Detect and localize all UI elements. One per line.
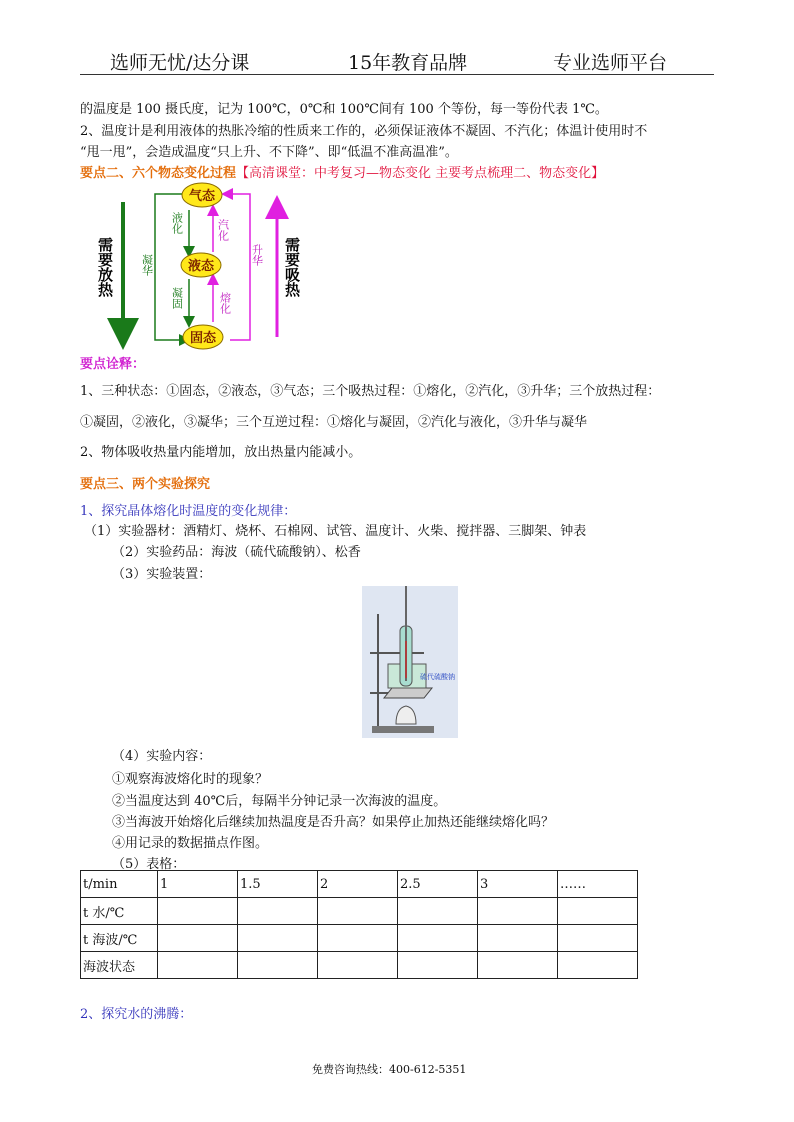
table-cell: 1 (158, 871, 238, 898)
text-line: 2、物体吸收热量内能增加，放出热量内能减小。 (80, 445, 362, 460)
solid-label: 固态 (189, 331, 217, 346)
table-cell (238, 952, 318, 979)
table-cell: 2.5 (398, 871, 478, 898)
table-row (81, 952, 638, 979)
text-line: ①观察海波熔化时的现象？ (112, 772, 269, 787)
section-title: 要点二、六个物态变化过程 (80, 166, 237, 181)
text-line: 2、温度计是利用液体的热胀冷缩的性质来工作的，必须保证液体不凝固、不汽化；体温计使用时不 (80, 124, 648, 139)
table-cell (158, 952, 238, 979)
text-line: ③当海波开始熔化后继续加热温度是否升高？如果停止加热还能继续熔化吗？ (112, 815, 555, 830)
table-row (81, 898, 638, 925)
table-cell (398, 952, 478, 979)
text-line: （3）实验装置： (112, 567, 212, 582)
header-rule (80, 74, 714, 75)
experiment-title: 1、探究晶体熔化时温度的变化规律： (80, 504, 297, 519)
table-cell: 3 (478, 871, 558, 898)
table-cell (238, 925, 318, 952)
section-heading (80, 162, 604, 181)
header-left: 选师无忧/达分课 (110, 52, 250, 74)
table-cell: …… (558, 871, 638, 898)
footer-hotline: 免费咨询热线：400-612-5351 (312, 1063, 467, 1076)
video-link[interactable]: 【高清课堂：中考复习—物态变化 主要考点梳理二、物态变化】 (236, 166, 605, 181)
liquid-label: 液态 (187, 259, 215, 274)
header-right: 专业选师平台 (553, 52, 668, 74)
table-cell: t 水/℃ (81, 898, 158, 925)
text-line: （5）表格： (112, 857, 186, 872)
liquefy-label: 液化 (170, 212, 184, 234)
table-cell (318, 925, 398, 952)
text-line: （2）实验药品：海波（硫代硫酸钠）、松香 (112, 545, 361, 560)
table-cell (238, 898, 318, 925)
table-cell (158, 925, 238, 952)
table-cell (478, 925, 558, 952)
freeze-label: 凝固 (170, 287, 184, 309)
deposit-label: 凝华 (140, 254, 154, 276)
table-cell (558, 898, 638, 925)
release-heat-label: 需要放热 (96, 237, 114, 297)
explanation-title: 要点诠释： (80, 357, 146, 372)
section-title: 要点三、两个实验探究 (80, 477, 211, 492)
table-cell: 1.5 (238, 871, 318, 898)
table-cell: 2 (318, 871, 398, 898)
table-cell (318, 898, 398, 925)
data-table (80, 870, 638, 979)
apparatus-label: 硫代硫酸钠 (420, 673, 455, 681)
gas-label: 气态 (188, 189, 216, 204)
text-line: 的温度是 100 摄氏度，记为 100℃，0℃和 100℃间有 100 个等份，每一等份代表 1℃。 (80, 102, 608, 117)
table-cell: 海波状态 (81, 952, 158, 979)
table-cell (478, 898, 558, 925)
table-cell (398, 898, 478, 925)
text-line: ④用记录的数据描点作图。 (112, 836, 269, 851)
table-cell (318, 952, 398, 979)
melt-label: 熔化 (218, 292, 232, 314)
text-line: （1）实验器材：酒精灯、烧杯、石棉网、试管、温度计、火柴、搅拌器、三脚架、钟表 (84, 524, 587, 539)
table-cell (398, 925, 478, 952)
vaporize-label: 汽化 (216, 219, 230, 241)
text-line: ②当温度达到 40℃后，每隔半分钟记录一次海波的温度。 (112, 794, 447, 809)
table-cell (158, 898, 238, 925)
apparatus-image (362, 586, 458, 738)
phase-change-diagram (85, 182, 315, 352)
text-line: （4）实验内容： (112, 749, 212, 764)
text-line: “甩一甩”，会造成温度“只上升、不下降”、即“低温不准高温准”。 (80, 145, 458, 160)
table-cell (478, 952, 558, 979)
table-cell: t/min (81, 871, 158, 898)
table-cell (558, 952, 638, 979)
table-cell: t 海波/℃ (81, 925, 158, 952)
table-cell (558, 925, 638, 952)
text-line: 1、三种状态：①固态，②液态，③气态；三个吸热过程：①熔化，②汽化，③升华；三个放热过程： (80, 384, 661, 399)
table-row (81, 871, 638, 898)
experiment-title: 2、探究水的沸腾： (80, 1007, 193, 1022)
absorb-heat-label: 需要吸热 (283, 237, 301, 297)
header-center: 15年教育品牌 (348, 52, 468, 74)
table-row (81, 925, 638, 952)
sublimate-label: 升华 (250, 244, 264, 266)
text-line: ①凝固，②液化，③凝华；三个互逆过程：①熔化与凝固，②汽化与液化，③升华与凝华 (80, 415, 588, 430)
